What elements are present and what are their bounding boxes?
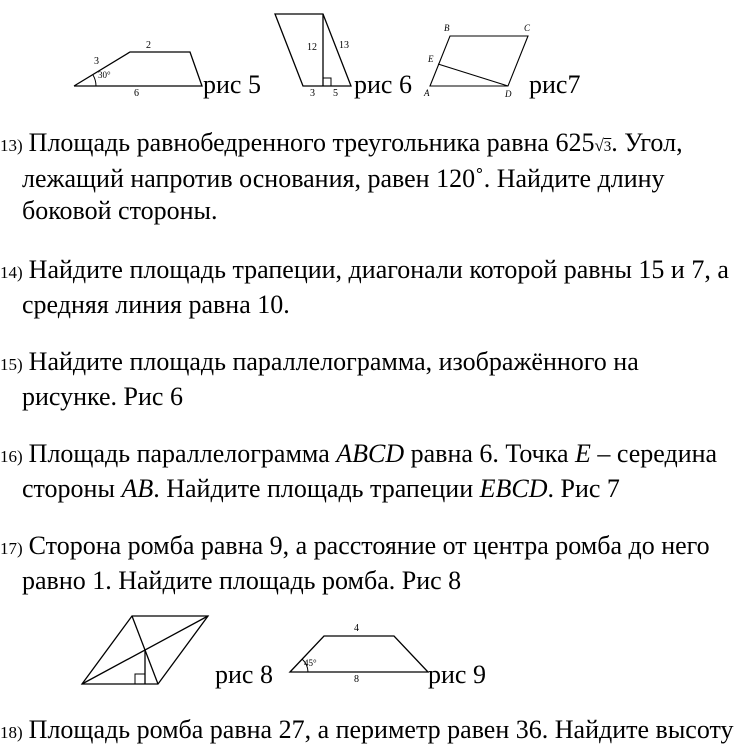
problem-text: средняя линия равна 10. xyxy=(22,290,290,319)
problem-text: лежащий напротив основания, равен 120˚. Найдите длину xyxy=(22,164,665,193)
problem-text: равно 1. Найдите площадь ромба. Рис 8 xyxy=(22,566,462,595)
fig7-label-a: A xyxy=(424,88,430,98)
problem-text: Сторона ромба равна 9, а расстояние от центра ромба до него xyxy=(28,531,710,560)
fig5-bottom-label: 6 xyxy=(134,88,139,99)
problem-14 xyxy=(0,254,750,321)
fig9-bottom-label: 8 xyxy=(354,674,359,685)
sqrt-argument: 3 xyxy=(603,139,612,155)
fig6-side-label: 13 xyxy=(339,40,349,51)
problem-text: боковой стороны. xyxy=(22,196,218,225)
problem-text-italic: ABCD xyxy=(336,439,405,468)
fig9-top-label: 4 xyxy=(354,623,359,634)
problem-text: равна 6. Точка xyxy=(404,439,576,468)
figure-7 xyxy=(424,22,534,100)
problem-text: . Рис 7 xyxy=(547,474,620,503)
problem-16 xyxy=(0,438,750,505)
fig6-base-right-label: 5 xyxy=(333,88,338,99)
problem-number: 16) xyxy=(0,447,23,466)
problem-number: 15) xyxy=(0,355,23,374)
problem-text: Найдите площадь параллелограмма, изображённого на xyxy=(28,347,639,376)
problem-text-italic: EBCD xyxy=(479,474,548,503)
fig5-caption: рис 5 xyxy=(203,70,261,99)
figure-8 xyxy=(80,614,210,688)
problem-text: рисунке. Рис 6 xyxy=(22,382,183,411)
trapezoid-figure-5 xyxy=(72,38,202,99)
fig6-caption: рис 6 xyxy=(354,70,412,99)
problem-number: 18) xyxy=(0,723,23,742)
problem-text-italic: E xyxy=(575,439,591,468)
figure-5 xyxy=(72,38,202,99)
fig9-angle-label: 45° xyxy=(304,658,317,668)
problem-text: Площадь параллелограмма xyxy=(28,439,337,468)
fig7-label-c: C xyxy=(524,23,531,33)
rhombus-figure-8 xyxy=(80,614,210,688)
fig5-angle-label: 30° xyxy=(98,70,111,80)
fig5-side-label: 3 xyxy=(94,56,99,67)
fig7-label-d: D xyxy=(505,89,512,99)
problem-18 xyxy=(0,714,750,749)
problem-text: Площадь равнобедренного треугольника равна 625 xyxy=(28,128,595,157)
fig7-caption: рис7 xyxy=(529,70,581,99)
problem-text: . Найдите площадь трапеции xyxy=(153,474,480,503)
fig7-label-e: E xyxy=(428,54,434,64)
fig6-height-label: 12 xyxy=(307,42,317,53)
problem-number: 17) xyxy=(0,539,23,558)
problem-text: . Угол, xyxy=(611,128,683,157)
fig5-top-label: 2 xyxy=(146,40,151,51)
problem-number: 14) xyxy=(0,263,23,282)
figure-9 xyxy=(288,622,434,684)
trapezoid-figure-9 xyxy=(288,622,434,684)
fig8-caption: рис 8 xyxy=(215,660,273,689)
parallelogram-figure-6 xyxy=(273,12,355,99)
problem-text: Площадь ромба равна 27, а периметр равен 36. Найдите высоту xyxy=(28,715,734,744)
problem-text: Найдите площадь трапеции, диагонали которой равны 15 и 7, а xyxy=(28,255,729,284)
problem-17 xyxy=(0,530,750,597)
problem-number: 13) xyxy=(0,136,23,155)
parallelogram-figure-7 xyxy=(424,22,534,100)
fig6-base-left-label: 3 xyxy=(310,88,315,99)
fig9-caption: рис 9 xyxy=(428,660,486,689)
figure-6 xyxy=(273,12,355,99)
problem-text-italic: AB xyxy=(121,474,154,503)
sqrt-symbol: √ xyxy=(594,136,604,155)
problem-15 xyxy=(0,346,750,413)
problem-text: стороны xyxy=(22,474,122,503)
fig7-label-b: B xyxy=(444,23,450,33)
problem-text: – середина xyxy=(590,439,718,468)
problem-13 xyxy=(0,127,750,227)
